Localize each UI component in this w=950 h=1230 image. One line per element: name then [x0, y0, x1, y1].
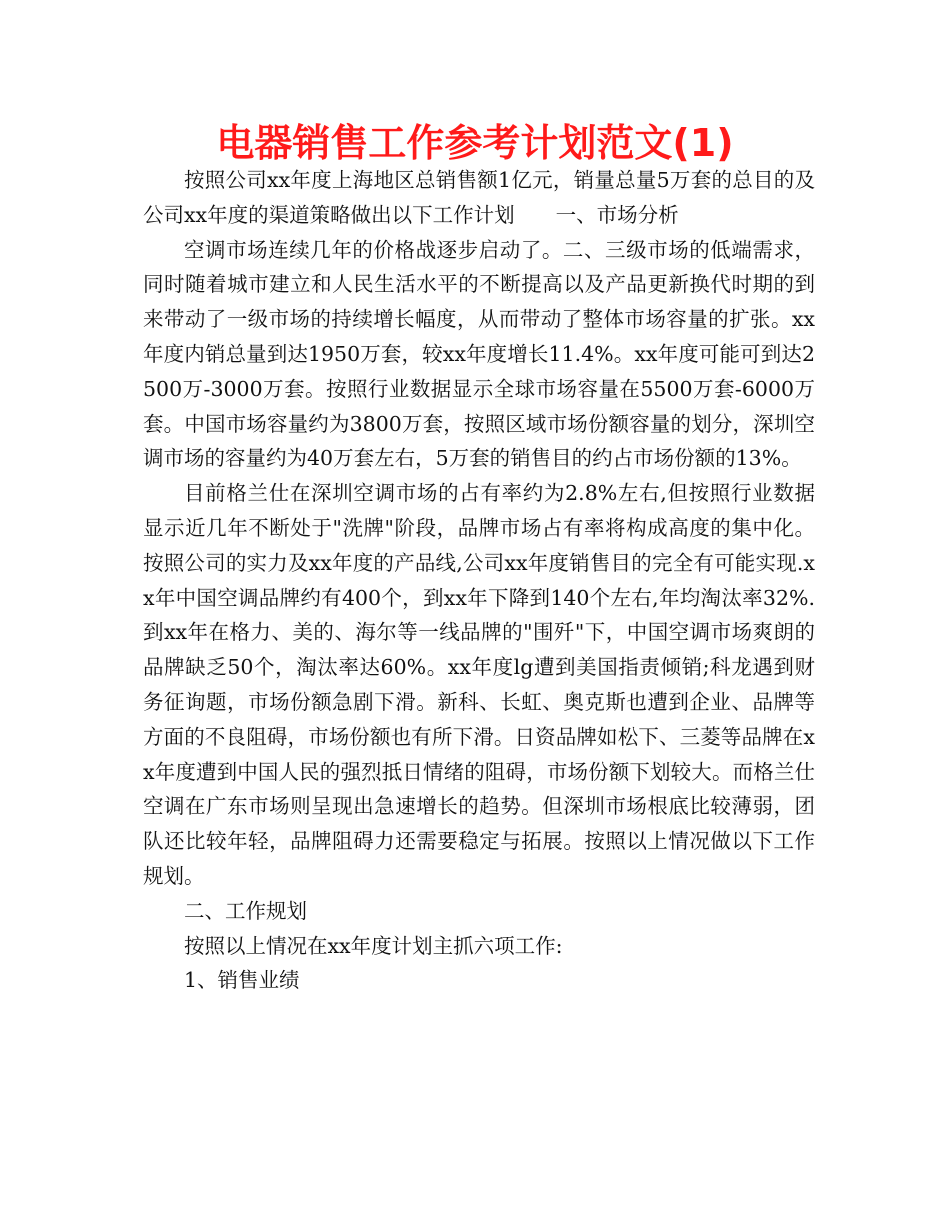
- paragraph-brand-status: 目前格兰仕在深圳空调市场的占有率约为2.8%左右,但按照行业数据显示近几年不断处于"洗牌"阶段，品牌市场占有率将构成高度的集中化。按照公司的实力及xx年度的产品线,公司xx年度销售目的完全有可能实现.xx年中国空调品牌约有400个，到xx年下降到140个左右,年均淘汰率32%.到xx年在格力、美的、海尔等一线品牌的"围歼"下，中国空调市场爽朗的品牌缺乏50个，淘汰率达60%。xx年度lg遭到美国指责倾销;科龙遇到财务征询题，市场份额急剧下滑。新科、长虹、奥克斯也遭到企业、品牌等方面的不良阻碍，市场份额也有所下滑。日资品牌如松下、三菱等品牌在xx年度遭到中国人民的强烈抵日情绪的阻碍，市场份额下划较大。而格兰仕空调在广东市场则呈现出急速增长的趋势。但深圳市场根底比较薄弱，团队还比较年轻，品牌阻碍力还需要稳定与拓展。按照以上情况做以下工作规划。: [143, 481, 815, 888]
- paragraph-plan-intro: 按照以上情况在xx年度计划主抓六项工作:: [184, 933, 563, 958]
- paragraph-intro: 按照公司xx年度上海地区总销售额1亿元，销量总量5万套的总目的及公司xx年度的渠道策略做出以下工作计划 一、市场分析: [143, 168, 815, 227]
- document-title: 电器销售工作参考计划范文(1): [216, 121, 734, 165]
- document-body: [143, 163, 815, 998]
- section-heading-work-plan: 二、工作规划: [184, 898, 307, 923]
- paragraph-market-analysis: 空调市场连续几年的价格战逐步启动了。二、三级市场的低端需求，同时随着城市建立和人民生活水平的不断提高以及产品更新换代时期的到来带动了一级市场的持续增长幅度，从而带动了整体市场容量的扩张。xx年度内销总量到达1950万套，较xx年度增长11.4%。xx年度可能可到达2500万-3000万套。按照行业数据显示全球市场容量在5500万套-6000万套。中国市场容量约为3800万套，按照区域市场份额容量的划分，深圳空调市场的容量约为40万套左右，5万套的销售目的约占市场份额的13%。: [143, 237, 815, 471]
- list-item-sales-performance: 1、销售业绩: [184, 968, 300, 993]
